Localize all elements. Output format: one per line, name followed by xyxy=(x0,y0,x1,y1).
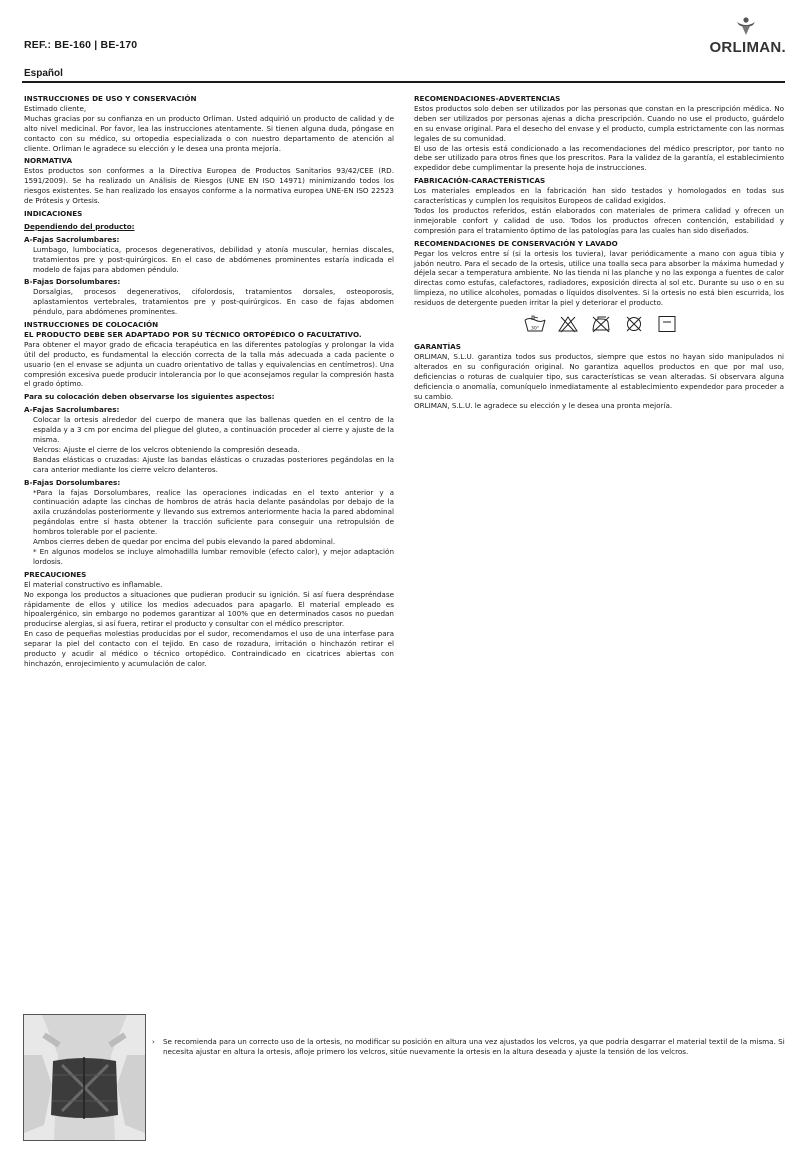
section-title-conservacion: RECOMENDACIONES DE CONSERVACIÓN Y LAVADO xyxy=(414,238,618,248)
wash-temperature: 30° xyxy=(530,326,540,332)
section-title-fabricacion: FABRICACIÓN-CARACTERÍSTICAS xyxy=(414,176,546,186)
placement-b-step-1: *Para la fajas Dorsolumbares, realice las operaciones indicadas en el texto anterior y a continuación adapte las cinchas de hombros de atrás hacia delante pasándolas por debajo de la axila cruzándolas posteriormente y llevando sus extremos anteriormente hacia la pared abdominal pegándolas entre sí hasta obtener la tracción suficiente para conseguir una retropulsión de hombros tolerable por el paciente. xyxy=(33,487,394,537)
orthosis-figure xyxy=(23,1014,146,1141)
depend-product-title: Dependiendo del producto: xyxy=(24,221,135,231)
section-title-indicaciones: INDICACIONES xyxy=(24,208,83,218)
precaution-3: En caso de pequeñas molestias producidas por el sudor, recomendamos el uso de una interfase para separar la piel del contacto con el tejido. En caso de rozadura, irritación o hinchazón retirar el producto y acudir al médico o técnico ortopédico. Contraindicado en cicatrices abiertas con hinchazón, enrojecimiento y acumulación de calor. xyxy=(24,629,394,668)
greeting: Estimado cliente, xyxy=(24,103,87,113)
orthosis-illustration xyxy=(24,1015,145,1140)
intro-paragraph: Muchas gracias por su confianza en un producto Orliman. Usted adquirió un producto de calidad y de alto nivel medicinal. Por favor, lea las instrucciones atentamente. Si tienen alguna duda, póngase en contacto con su médico, su ortopedia especializada o con nuestro departamento de atención al cliente. Orliman le agradece su elección y le desea una pronta mejoría. xyxy=(24,113,394,153)
brand-name: ORLIMAN. xyxy=(709,39,786,56)
placement-a-step-2: Velcros: Ajuste el cierre de los velcros obteniendo la compresión deseada. xyxy=(33,444,300,454)
recommendation-1: Estos productos solo deben ser utilizados por las personas que constan en la prescripción médica. No deben ser utilizados por personas ajenas a dicha prescripción. Cuando no use el producto, guárdelo en su envase original. Para el desecho del envase y el producto, cumpla estrictamente con las normas legales de su comunidad. xyxy=(414,103,784,143)
section-title-instructions: INSTRUCCIONES DE USO Y CONSERVACIÓN xyxy=(24,94,197,103)
section-title-colocacion: INSTRUCCIONES DE COLOCACIÓN xyxy=(24,320,159,330)
placement-b-title: B-Fajas Dorsolumbares: xyxy=(24,477,121,487)
colocacion-subtitle: EL PRODUCTO DEBE SER ADAPTADO POR SU TÉCNICO ORTOPÉDICO O FACULTATIVO. xyxy=(24,329,362,339)
section-title-garantias: GARANTÍAS xyxy=(414,342,461,352)
section-title-normativa: NORMATIVA xyxy=(24,156,73,166)
indication-a-title: A-Fajas Sacrolumbares: xyxy=(24,234,120,244)
bottom-note-text: Se recomienda para un correcto uso de la ortesis, no modificar su posición en altura una vez ajustados los velcros, ya que podría desgarrar el material textil de la misma. Si necesita ajustar en altura la ortesis, afloje primero los velcros, sitúe nuevamente la ortesis en la altura deseada y ajuste la tensión de los velcros. xyxy=(163,1037,785,1056)
aspects-title: Para su colocación deben observarse los siguientes aspectos: xyxy=(24,392,275,402)
colocacion-paragraph: Para obtener el mayor grado de eficacia terapéutica en las diferentes patologías y prolongar la vida útil del producto, es fundamental la elección correcta de la talla más adecuada a cada paciente o usuario (en el envase se adjunta un cuadro orientativo de tallas y equivalencias en centímetros). Una compresión excesiva puede producir intolerancia por lo que aconsejamos regular la compresión hasta el grado óptimo. xyxy=(24,339,394,389)
indication-a-text: Lumbago, lumbociatica, procesos degenerativos, debilidad y atonía muscular, hernias discales, tratamientos pre y post-quirúrgicos. En el caso de abdómenes prominentes estaría indicada el modelo de fajas para abdomen péndulo. xyxy=(33,244,394,274)
care-symbols xyxy=(524,314,784,334)
precaution-1: El material constructivo es inflamable. xyxy=(24,579,163,589)
placement-a-step-1: Colocar la ortesis alrededor del cuerpo de manera que las ballenas queden en el centro de la espalda y a 3 cm por encima del pliegue del gluteo, a continuación proceder al cierre y ajuste de la misma. xyxy=(33,415,394,444)
no-iron-icon xyxy=(590,315,612,333)
no-bleach-icon xyxy=(557,315,579,333)
guarantee-1: ORLIMAN, S.L.U. garantiza todos sus productos, siempre que estos no hayan sido manipulados ni alterados en su configuración original. No garantiza aquellos productos en que por mal uso, deficiencias o roturas de cualquier tipo, sus características se vean alteradas. Si observara alguna deficiencia o anomalía, comuníquelo inmediatamente al establecimiento expendedor para proceder a su cambio. xyxy=(414,351,784,401)
hand-wash-icon xyxy=(524,315,546,333)
placement-a-title: A-Fajas Sacrolumbares: xyxy=(24,405,120,415)
indication-b-title: B-Fajas Dorsolumbares: xyxy=(24,277,121,287)
bullet-arrow-icon: › xyxy=(152,1037,155,1046)
section-title-recomendaciones: RECOMENDACIONES-ADVERTENCIAS xyxy=(414,94,561,103)
orliman-logo xyxy=(696,16,786,56)
guarantee-2: ORLIMAN, S.L.U. le agradece su elección y le desea una pronta mejoría. xyxy=(414,401,673,411)
header-divider xyxy=(22,81,785,83)
indication-b-text: Dorsalgias, procesos degenerativos, cifolordosis, tratamientos dorsales, osteoporosis, aplastamientos vertebrales, tratamientos pre y post-quirúrgicos. En caso de fajas abdomen péndulo, para abdómenes prominentes. xyxy=(33,287,394,317)
placement-b-step-3: * En algunos modelos se incluye almohadilla lumbar removible (efecto calor), y mejor adaptación lordosis. xyxy=(33,546,394,566)
placement-b-step-2: Ambos cierres deben de quedar por encima del pubis elevando la pared abdominal. xyxy=(33,537,336,547)
precaution-2: No exponga los productos a situaciones que pudieran producir su ignición. Si así fuera despréndase rápidamente de ellos y utilice los medios adecuados para apagarlo. El material empleado es hipoalergénico, sin embargo no podemos garantizar al 100% que en determinados casos no puedan producirse alergias, si así fuera, retirar el producto y consultar con el médico prescriptor. xyxy=(24,589,394,629)
fabrication-1: Los materiales empleados en la fabricación han sido testados y homologados en todas sus características y cumplen los requisitos Europeos de calidad exigidos. xyxy=(414,186,784,206)
bottom-recommendation xyxy=(152,1037,785,1057)
normativa-paragraph: Estos productos son conformes a la Directiva Europea de Productos Sanitarios 93/42/CEE (RD. 1591/2009). Se ha realizado un Análisis de Riesgos (UNE EN ISO 14971) minimizando todos los riesgos existentes. Se han realizado los ensayos conforme a la normativa europea UNE-EN ISO 22523 de Prótesis y Ortesis. xyxy=(24,166,394,206)
section-title-precauciones: PRECAUCIONES xyxy=(24,569,87,579)
recommendation-2: El uso de las ortesis está condicionado a las recomendaciones del médico prescriptor, por tanto no debe ser utilizado para otros fines que los prescritos. Para la validez de la garantía, el establecimiento expedidor debe cumplimentar la presente hoja de instrucciones. xyxy=(414,143,784,173)
left-column xyxy=(24,91,394,669)
no-tumble-dry-icon xyxy=(656,315,678,333)
fabrication-2: Todos los productos referidos, están elaborados con materiales de primera calidad y ofrecen un inmejorable confort y calidad de uso. Todos los productos ofrecen contención, estabilidad y compresión para el tratamiento óptimo de las patologías para las cuales han sido diseñados. xyxy=(414,205,784,235)
orliman-figure-icon xyxy=(734,16,758,36)
right-column xyxy=(414,91,784,411)
conservation-paragraph: Pegar los velcros entre sí (si la ortesis los tuviera), lavar periódicamente a mano con agua tibia y jabón neutro. Para el secado de la ortesis, utilice una toalla seca para absorber la máxima humedad y déjela secar a temperatura ambiente. No las tienda ni las planche y no las exponga a fuentes de calor directas como estufas, calefactores, radiadores, exposición directa al sol etc. Durante su uso o en su limpieza, no utilice alcoholes, pomadas o líquidos disolventes. Si la ortesis no está bien escurrida, los residuos de detergente pueden irritar la piel y deteriorar el producto. xyxy=(414,248,784,308)
placement-a-step-3: Bandas elásticas o cruzadas: Ajuste las bandas elásticas o cruzadas posteriores pegándolas en la cara anterior mediante los cierre velcro delanteros. xyxy=(33,454,394,474)
no-dry-clean-icon xyxy=(623,315,645,333)
language-label: Español xyxy=(24,68,63,79)
reference-code: REF.: BE-160 | BE-170 xyxy=(24,39,138,51)
